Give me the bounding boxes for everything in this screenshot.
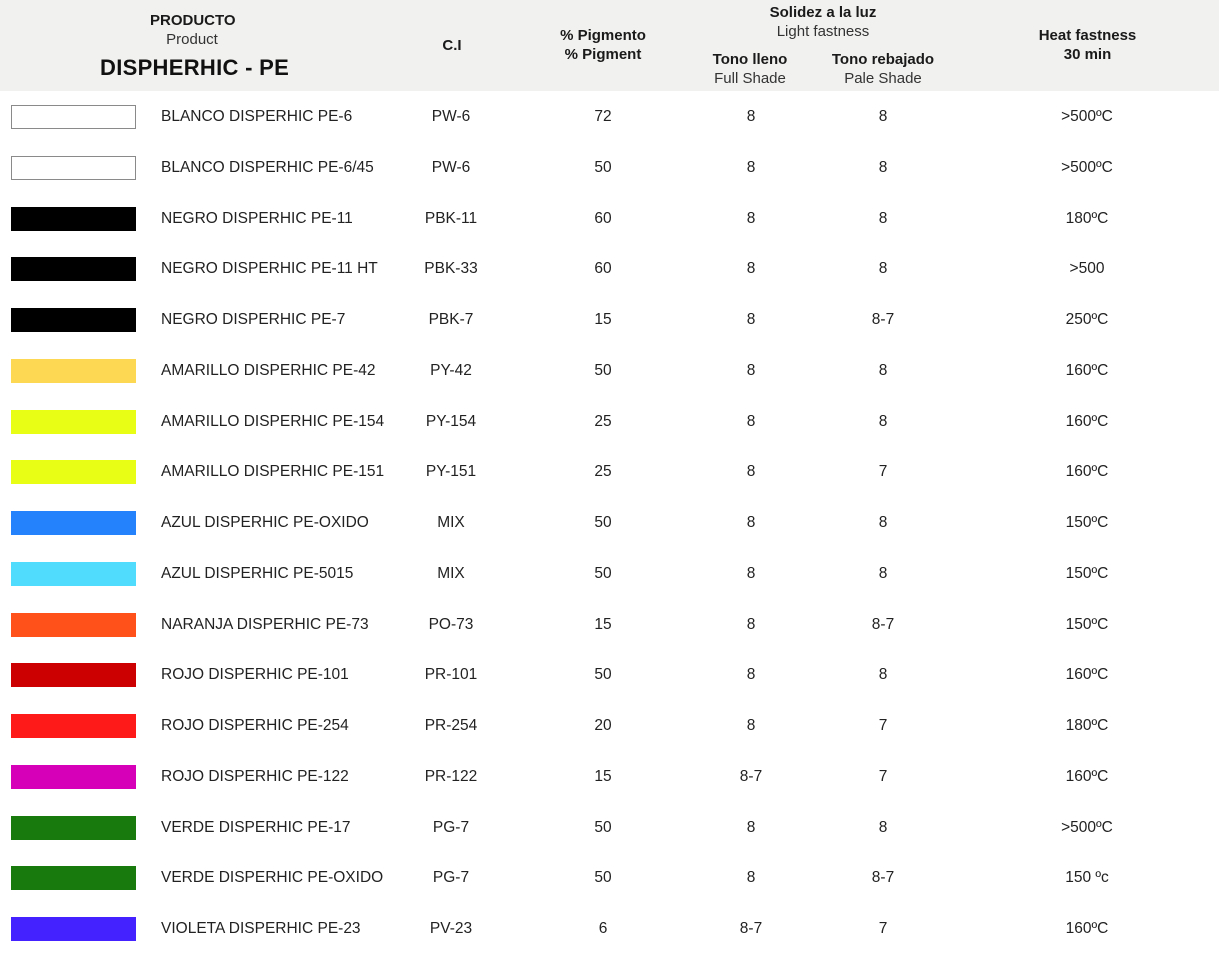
table-row — [0, 345, 1219, 396]
ci-cell: PG-7 — [432, 818, 470, 836]
pale-shade-cell: 7 — [878, 767, 888, 785]
full-shade-cell: 8 — [746, 311, 756, 328]
table-row — [0, 446, 1219, 497]
color-swatch — [11, 207, 136, 231]
product-table-body — [0, 91, 1219, 954]
color-swatch — [11, 562, 136, 586]
pigment-percent-cell: 15 — [594, 311, 612, 328]
full-shade-cell: 8 — [746, 361, 756, 379]
full-shade-cell: 8 — [746, 666, 756, 684]
ci-cell: MIX — [437, 514, 465, 531]
product-name-cell: VERDE DISPERHIC PE-17 — [161, 818, 351, 836]
ci-header-label: C.I — [442, 37, 462, 54]
pale-shade-cell: 7 — [878, 463, 888, 481]
table-row — [0, 548, 1219, 599]
ci-cell: PBK-33 — [424, 260, 478, 278]
pigment-header-es: % Pigmento — [560, 27, 646, 44]
pale-shade-column-header — [808, 50, 958, 88]
full-shade-cell: 8 — [746, 260, 756, 278]
pigment-percent-cell: 50 — [594, 818, 612, 836]
product-name-cell: AZUL DISPERHIC PE-5015 — [161, 564, 354, 582]
pigment-percent-cell: 60 — [594, 209, 612, 227]
light-fastness-header-en: Light fastness — [776, 23, 870, 40]
ci-cell: PV-23 — [429, 920, 473, 937]
table-header — [0, 0, 1219, 91]
heat-fastness-cell: 150 ºc — [1065, 869, 1109, 887]
full-shade-cell: 8 — [746, 514, 756, 531]
pale-shade-cell: 8 — [878, 158, 888, 176]
pigment-percent-cell: 15 — [594, 767, 612, 785]
pale-shade-cell: 8 — [878, 564, 888, 582]
product-line-title: DISPHERHIC - PE — [100, 55, 290, 80]
pale-shade-cell: 8 — [878, 666, 888, 684]
pigment-percent-cell: 25 — [594, 412, 612, 430]
color-swatch — [11, 765, 136, 789]
ci-cell: PR-101 — [424, 666, 478, 684]
color-swatch — [11, 410, 136, 434]
ci-cell: PW-6 — [431, 158, 471, 176]
product-name-cell: VERDE DISPERHIC PE-OXIDO — [161, 869, 384, 887]
color-swatch — [11, 460, 136, 484]
heat-fastness-cell: 160ºC — [1065, 361, 1109, 379]
color-swatch — [11, 359, 136, 383]
full-shade-cell: 8 — [746, 108, 756, 125]
full-shade-column-header — [690, 50, 810, 88]
pigment-percent-cell: 50 — [594, 514, 612, 531]
ci-cell: PR-254 — [424, 717, 478, 734]
pigment-percent-cell: 15 — [594, 615, 612, 633]
ci-cell: PY-42 — [430, 361, 472, 379]
color-swatch — [11, 511, 136, 535]
product-name-cell: NEGRO DISPERHIC PE-7 — [161, 311, 346, 328]
heat-fastness-header-line2: 30 min — [1063, 46, 1112, 63]
table-row — [0, 142, 1219, 193]
heat-fastness-cell: >500ºC — [1061, 158, 1113, 176]
pigment-percent-cell: 50 — [594, 666, 612, 684]
full-shade-cell: 8 — [746, 158, 756, 176]
pigment-percent-cell: 50 — [594, 869, 612, 887]
full-shade-cell: 8 — [746, 463, 756, 481]
pale-shade-header-en: Pale Shade — [844, 70, 922, 87]
color-swatch — [11, 308, 136, 332]
pigment-percent-cell: 72 — [594, 108, 612, 125]
pale-shade-cell: 7 — [878, 717, 888, 734]
table-row — [0, 751, 1219, 802]
product-header-en: Product — [166, 31, 218, 48]
heat-fastness-cell: >500ºC — [1061, 818, 1113, 836]
full-shade-cell: 8 — [746, 564, 756, 582]
ci-cell: PBK-7 — [428, 311, 474, 328]
product-name-cell: VIOLETA DISPERHIC PE-23 — [161, 920, 361, 937]
pigment-header-en: % Pigment — [564, 46, 642, 63]
pigment-percent-cell: 20 — [594, 717, 612, 734]
heat-fastness-cell: 150ºC — [1065, 564, 1109, 582]
ci-cell: PG-7 — [432, 869, 470, 887]
product-name-cell: BLANCO DISPERHIC PE-6 — [161, 108, 353, 125]
color-swatch — [11, 866, 136, 890]
ci-cell: PY-154 — [425, 412, 477, 430]
product-column-header — [150, 11, 234, 49]
ci-cell: PR-122 — [424, 767, 478, 785]
table-row — [0, 294, 1219, 345]
product-name-cell: ROJO DISPERHIC PE-101 — [161, 666, 349, 684]
full-shade-header-es: Tono lleno — [712, 51, 788, 68]
pigment-percent-cell: 25 — [594, 463, 612, 481]
table-row — [0, 599, 1219, 650]
product-name-cell: AMARILLO DISPERHIC PE-42 — [161, 361, 376, 379]
color-swatch — [11, 714, 136, 738]
table-row — [0, 903, 1219, 954]
heat-fastness-cell: 160ºC — [1065, 412, 1109, 430]
product-name-cell: NEGRO DISPERHIC PE-11 — [161, 209, 353, 227]
full-shade-cell: 8 — [746, 412, 756, 430]
heat-fastness-cell: 160ºC — [1065, 463, 1109, 481]
table-row — [0, 700, 1219, 751]
table-row — [0, 497, 1219, 548]
color-swatch — [11, 917, 136, 941]
product-name-cell: AMARILLO DISPERHIC PE-154 — [161, 412, 385, 430]
full-shade-cell: 8 — [746, 615, 756, 633]
full-shade-cell: 8 — [746, 869, 756, 887]
ci-cell: PW-6 — [431, 108, 471, 125]
table-row — [0, 802, 1219, 853]
heat-fastness-cell: 150ºC — [1065, 514, 1109, 531]
ci-cell: PO-73 — [428, 615, 474, 633]
pale-shade-cell: 8-7 — [871, 869, 895, 887]
ci-cell: PBK-11 — [424, 209, 478, 227]
full-shade-cell: 8-7 — [739, 767, 763, 785]
heat-fastness-cell: 160ºC — [1065, 666, 1109, 684]
pale-shade-header-es: Tono rebajado — [831, 51, 935, 68]
product-name-cell: NEGRO DISPERHIC PE-11 HT — [161, 260, 378, 278]
full-shade-cell: 8 — [746, 717, 756, 734]
color-swatch — [11, 663, 136, 687]
table-row — [0, 243, 1219, 294]
heat-fastness-cell: 250ºC — [1065, 311, 1109, 328]
pale-shade-cell: 8 — [878, 260, 888, 278]
heat-fastness-header-line1: Heat fastness — [1038, 27, 1137, 44]
ci-cell: PY-151 — [425, 463, 477, 481]
pigment-percent-cell: 60 — [594, 260, 612, 278]
table-row — [0, 396, 1219, 447]
pale-shade-cell: 8 — [878, 209, 888, 227]
product-name-cell: NARANJA DISPERHIC PE-73 — [161, 615, 369, 633]
pale-shade-cell: 7 — [878, 920, 888, 937]
color-swatch — [11, 257, 136, 281]
pigment-percent-cell: 50 — [594, 158, 612, 176]
color-swatch — [11, 613, 136, 637]
product-header-es: PRODUCTO — [150, 12, 236, 29]
heat-fastness-cell: 150ºC — [1065, 615, 1109, 633]
heat-fastness-cell: >500 — [1069, 260, 1105, 278]
product-name-cell: ROJO DISPERHIC PE-122 — [161, 767, 349, 785]
full-shade-cell: 8 — [746, 209, 756, 227]
table-row — [0, 852, 1219, 903]
heat-fastness-cell: 180ºC — [1065, 209, 1109, 227]
full-shade-cell: 8 — [746, 818, 756, 836]
pigment-column-header — [540, 26, 666, 64]
pale-shade-cell: 8-7 — [871, 615, 895, 633]
table-row — [0, 649, 1219, 700]
product-name-cell: BLANCO DISPERHIC PE-6/45 — [161, 158, 374, 176]
color-swatch — [11, 105, 136, 129]
pale-shade-cell: 8 — [878, 514, 888, 531]
ci-cell: MIX — [437, 564, 465, 582]
product-name-cell: AZUL DISPERHIC PE-OXIDO — [161, 514, 369, 531]
pigment-percent-cell: 6 — [598, 920, 608, 937]
pale-shade-cell: 8 — [878, 818, 888, 836]
full-shade-cell: 8-7 — [739, 920, 763, 937]
ci-column-header — [420, 36, 484, 55]
heat-fastness-cell: >500ºC — [1061, 108, 1113, 125]
pigment-percent-cell: 50 — [594, 361, 612, 379]
pale-shade-cell: 8 — [878, 361, 888, 379]
pale-shade-cell: 8-7 — [871, 311, 895, 328]
heat-fastness-cell: 160ºC — [1065, 920, 1109, 937]
product-name-cell: ROJO DISPERHIC PE-254 — [161, 717, 349, 734]
color-swatch — [11, 816, 136, 840]
table-row — [0, 91, 1219, 142]
pale-shade-cell: 8 — [878, 412, 888, 430]
light-fastness-header-es: Solidez a la luz — [769, 4, 877, 21]
heat-fastness-cell: 160ºC — [1065, 767, 1109, 785]
heat-fastness-column-header — [1010, 26, 1165, 64]
heat-fastness-cell: 180ºC — [1065, 717, 1109, 734]
table-row — [0, 193, 1219, 244]
pigment-percent-cell: 50 — [594, 564, 612, 582]
full-shade-header-en: Full Shade — [714, 70, 786, 87]
color-swatch — [11, 156, 136, 180]
pale-shade-cell: 8 — [878, 108, 888, 125]
product-name-cell: AMARILLO DISPERHIC PE-151 — [161, 463, 385, 481]
light-fastness-group-header — [740, 3, 906, 41]
